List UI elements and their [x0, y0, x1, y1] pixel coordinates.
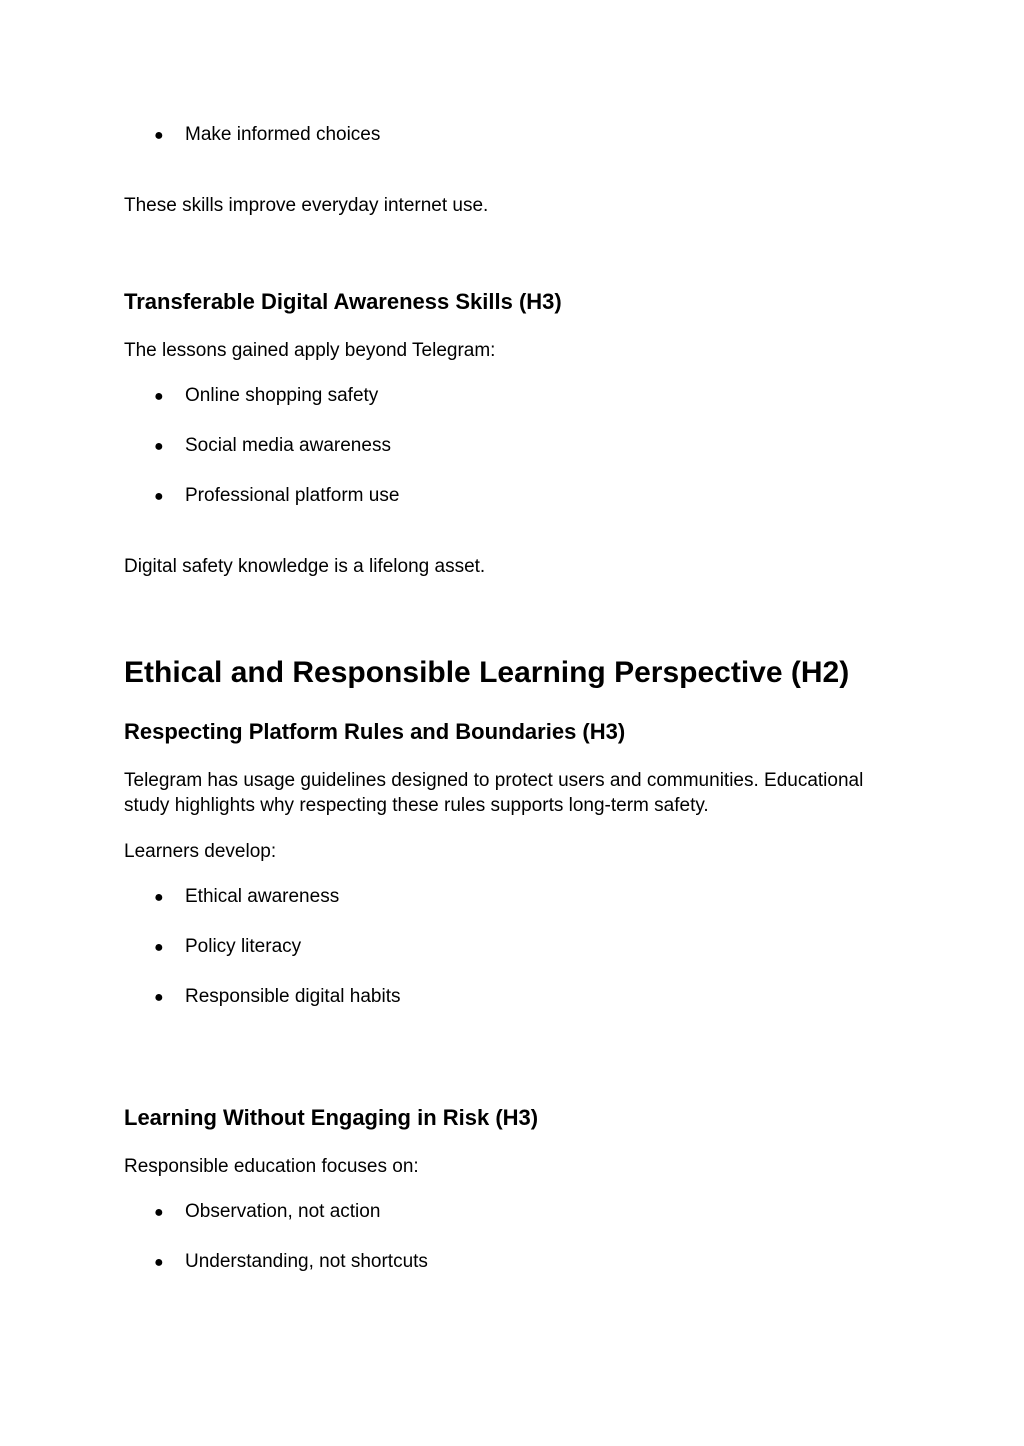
- list-item: [154, 483, 399, 509]
- paragraph: These skills improve everyday internet use.: [124, 195, 489, 216]
- bullet-icon: ●: [154, 127, 164, 144]
- bullet-icon: ●: [154, 388, 164, 405]
- paragraph: Telegram has usage guidelines designed to protect users and communities. Educational study highlights why respecting these rules supports long-term safety.: [124, 770, 864, 816]
- bullet-icon: ●: [154, 989, 164, 1006]
- list-item: [154, 122, 380, 148]
- bullet-icon: ●: [154, 889, 164, 906]
- list-item: [154, 433, 391, 459]
- list-item-text: Ethical awareness: [185, 886, 340, 907]
- list-item: [154, 383, 378, 409]
- list-item: [154, 934, 301, 960]
- list-item-text: Social media awareness: [185, 435, 391, 456]
- bullet-icon: ●: [154, 488, 164, 505]
- paragraph: Responsible education focuses on:: [124, 1156, 419, 1177]
- list-item-text: Professional platform use: [185, 485, 400, 506]
- section-heading-h3: Transferable Digital Awareness Skills (H3): [124, 289, 562, 314]
- bullet-icon: ●: [154, 1204, 164, 1221]
- bullet-icon: ●: [154, 438, 164, 455]
- list-item: [154, 1249, 428, 1275]
- list-item: [154, 984, 400, 1010]
- list-item: [154, 884, 339, 910]
- paragraph: Digital safety knowledge is a lifelong asset.: [124, 556, 486, 577]
- paragraph: Learners develop:: [124, 841, 277, 862]
- list-item-text: Observation, not action: [185, 1201, 381, 1222]
- bullet-icon: ●: [154, 939, 164, 956]
- bullet-icon: ●: [154, 1254, 164, 1271]
- list-item-text: Policy literacy: [185, 936, 302, 957]
- list-item-text: Online shopping safety: [185, 385, 379, 406]
- list-item-text: Understanding, not shortcuts: [185, 1251, 428, 1272]
- list-item-text: Make informed choices: [185, 124, 381, 145]
- list-item: [154, 1199, 380, 1225]
- section-heading-h3: Respecting Platform Rules and Boundaries (H3): [124, 719, 626, 744]
- section-heading-h2: Ethical and Responsible Learning Perspective (H2): [124, 656, 850, 689]
- list-item-text: Responsible digital habits: [185, 986, 401, 1007]
- paragraph: The lessons gained apply beyond Telegram:: [124, 340, 496, 361]
- section-heading-h3: Learning Without Engaging in Risk (H3): [124, 1105, 539, 1130]
